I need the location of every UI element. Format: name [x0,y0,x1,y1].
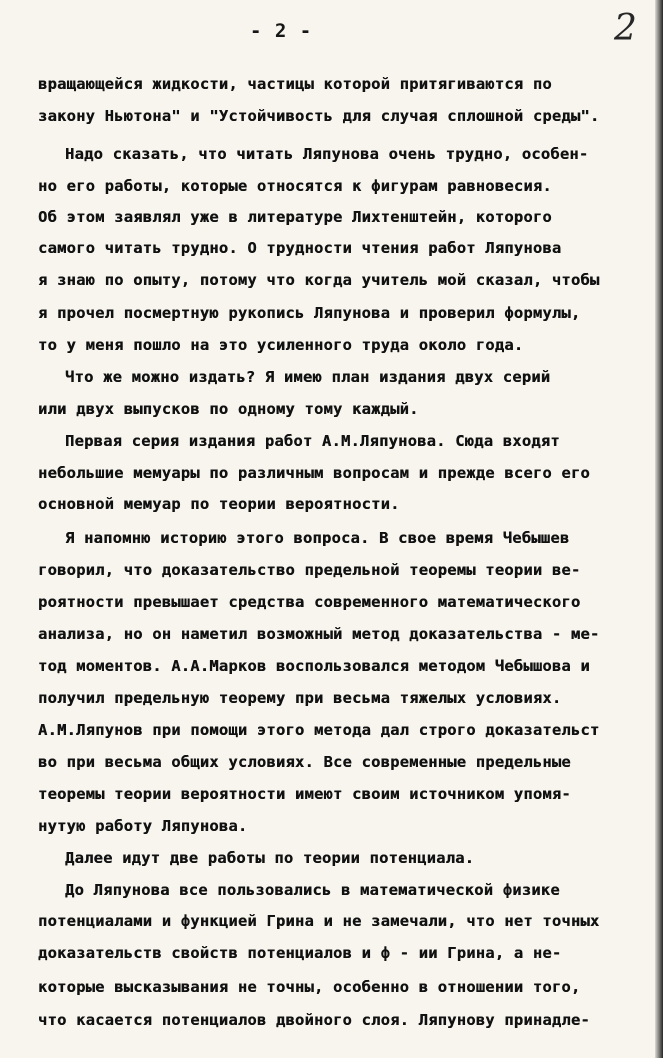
text-line: А.М.Ляпунов при помощи этого метода дал строго доказательст [38,721,600,739]
text-line: Далее идут две работы по теории потенциала. [65,849,475,867]
text-line: нутую работу Ляпунова. [38,817,248,835]
text-line: самого читать трудно. О трудности чтения работ Ляпунова [38,239,562,257]
text-line: небольшие мемуары по различным вопросам и прежде всего его [38,464,590,482]
text-line: что касается потенциалов двойного слоя. Ляпунову принадле- [38,1011,590,1029]
text-line: или двух выпусков по одному тому каждый. [38,400,419,418]
text-line: Надо сказать, что читать Ляпунова очень трудно, особен- [65,145,589,163]
text-line: я знаю по опыту, потому что когда учитель мой сказал, чтобы [38,271,600,289]
text-line: вращающейся жидкости, частицы которой притягиваются по [38,75,552,93]
text-line: анализа, но он наметил возможный метод доказательства - ме- [38,625,600,643]
handwritten-page-number: 2 [614,8,637,49]
page-number: - 2 - [250,20,313,42]
text-line: основной мемуар по теории вероятности. [38,495,400,513]
text-line: тод моментов. А.А.Марков воспользовался методом Чебышова и [38,657,590,675]
text-line: доказательств свойств потенциалов и ф - ии Грина, а не- [38,944,562,962]
text-line: Я напомню историю этого вопроса. В свое время Чебышев [65,529,570,547]
text-line: потенциалами и функцией Грина и не замечали, что нет точных [38,912,600,930]
text-line: говорил, что доказательство предельной теоремы теории ве- [38,561,581,579]
text-line: Первая серия издания работ А.М.Ляпунова. Сюда входят [65,432,560,450]
text-line: но его работы, которые относятся к фигурам равновесия. [38,177,552,195]
text-line: Что же можно издать? Я имею план издания двух серий [65,368,551,386]
text-line: которые высказывания не точны, особенно в отношении того, [38,978,581,996]
text-line: закону Ньютона" и "Устойчивость для случая сплошной среды". [38,107,600,125]
text-line: До Ляпунова все пользовались в математической физике [65,881,560,899]
text-line: получил предельную теорему при весьма тяжелых условиях. [38,689,562,707]
text-line: я прочел посмертную рукопись Ляпунова и проверил формулы, [38,304,581,322]
text-line: Об этом заявлял уже в литературе Лихтенштейн, которого [38,208,552,226]
text-line: теоремы теории вероятности имеют своим источником упомя- [38,785,571,803]
text-line: во при весьма общих условиях. Все современные предельные [38,753,571,771]
text-line: роятности превышает средства современного математического [38,593,581,611]
text-line: то у меня пошло на это усиленного труда около года. [38,336,524,354]
page-edge-shadow [655,0,663,1058]
